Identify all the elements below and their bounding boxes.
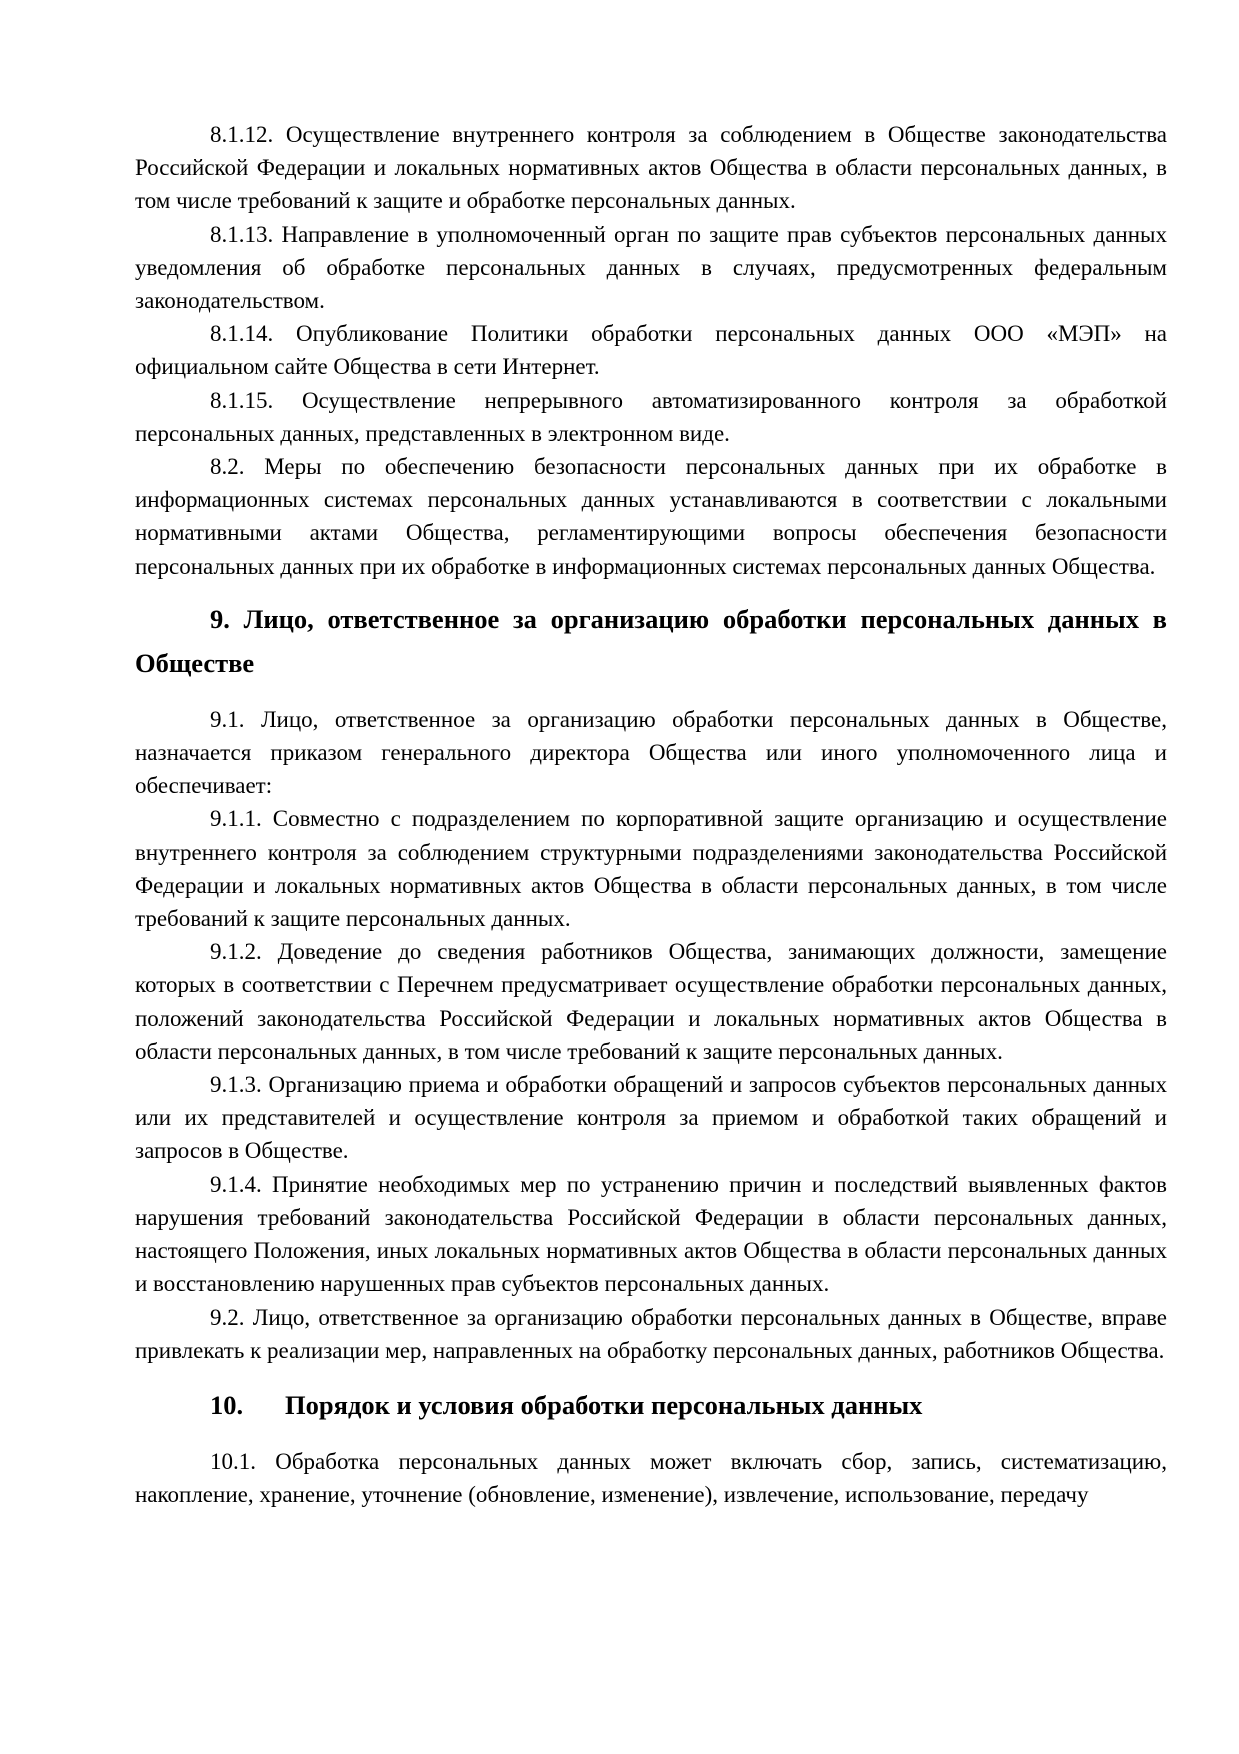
paragraph-10-1: 10.1. Обработка персональных данных может включать сбор, запись, систематизацию, накопление, хранение, уточнение (обновление, изменение), извлечение, использование, передачу <box>135 1448 1167 1508</box>
paragraph-9-1-1: 9.1.1. Совместно с подразделением по корпоративной защите организацию и осуществление внутреннего контроля за соблюдением структурными подразделениями законодательства Российской Федерации и локальных нормативных актов Общества в области персональных данных, в том числе требований к защите персональных данных. <box>135 806 1167 932</box>
paragraph-8-1-12: 8.1.12. Осуществление внутреннего контроля за соблюдением в Обществе законодательства Российской Федерации и локальных нормативных актов Общества в области персональных данных, в том числе требований к защите и обработке персональных данных. <box>135 122 1167 214</box>
paragraph-9-1-2: 9.1.2. Доведение до сведения работников Общества, занимающих должности, замещение которых в соответствии с Перечнем предусматривает осуществление обработки персональных данных, положений законодательства Российской Федерации и локальных нормативных актов Общества в области персональных данных, в том числе требований к защите персональных данных. <box>135 939 1167 1064</box>
paragraph-8-2: 8.2. Меры по обеспечению безопасности персональных данных при их обработке в информационных системах персональных данных устанавливаются в соответствии с локальными нормативными актами Общества, регламентирующими вопросы обеспечения безопасности персональных данных при их обработке в информационных системах персональных данных Общества. <box>135 454 1167 579</box>
paragraph-8-1-13: 8.1.13. Направление в уполномоченный орган по защите прав субъектов персональных данных уведомления об обработке персональных данных в случаях, предусмотренных федеральным законодательством. <box>135 221 1167 314</box>
paragraph-9-1-3: 9.1.3. Организацию приема и обработки обращений и запросов субъектов персональных данных или их представителей и осуществление контроля за приемом и обработкой таких обращений и запросов в Обществе. <box>135 1072 1167 1164</box>
section-10-number: 10. <box>210 1389 244 1420</box>
paragraph-8-1-14: 8.1.14. Опубликование Политики обработки персональных данных ООО «МЭП» на официальном сайте Общества в сети Интернет. <box>135 321 1167 380</box>
section-10-heading <box>135 1383 1167 1427</box>
paragraph-9-2: 9.2. Лицо, ответственное за организацию обработки персональных данных в Обществе, вправе привлекать к реализации мер, направленных на обработку персональных данных, работников Общества. <box>135 1304 1167 1363</box>
paragraph-9-1: 9.1. Лицо, ответственное за организацию обработки персональных данных в Обществе, назначается приказом генерального директора Общества или иного уполномоченного лица и обеспечивает: <box>135 706 1167 799</box>
paragraph-8-1-15: 8.1.15. Осуществление непрерывного автоматизированного контроля за обработкой персональных данных, представленных в электронном виде. <box>135 387 1167 446</box>
section-9-heading: 9. Лицо, ответственное за организацию обработки персональных данных в Обществе <box>135 603 1167 678</box>
document-page <box>135 118 1167 1511</box>
paragraph-9-1-4: 9.1.4. Принятие необходимых мер по устранению причин и последствий выявленных фактов нарушения требований законодательства Российской Федерации в области персональных данных, настоящего Положения, иных локальных нормативных актов Общества в области персональных данных и восстановлению нарушенных прав субъектов персональных данных. <box>135 1171 1167 1297</box>
section-10-title: Порядок и условия обработки персональных данных <box>285 1389 923 1420</box>
